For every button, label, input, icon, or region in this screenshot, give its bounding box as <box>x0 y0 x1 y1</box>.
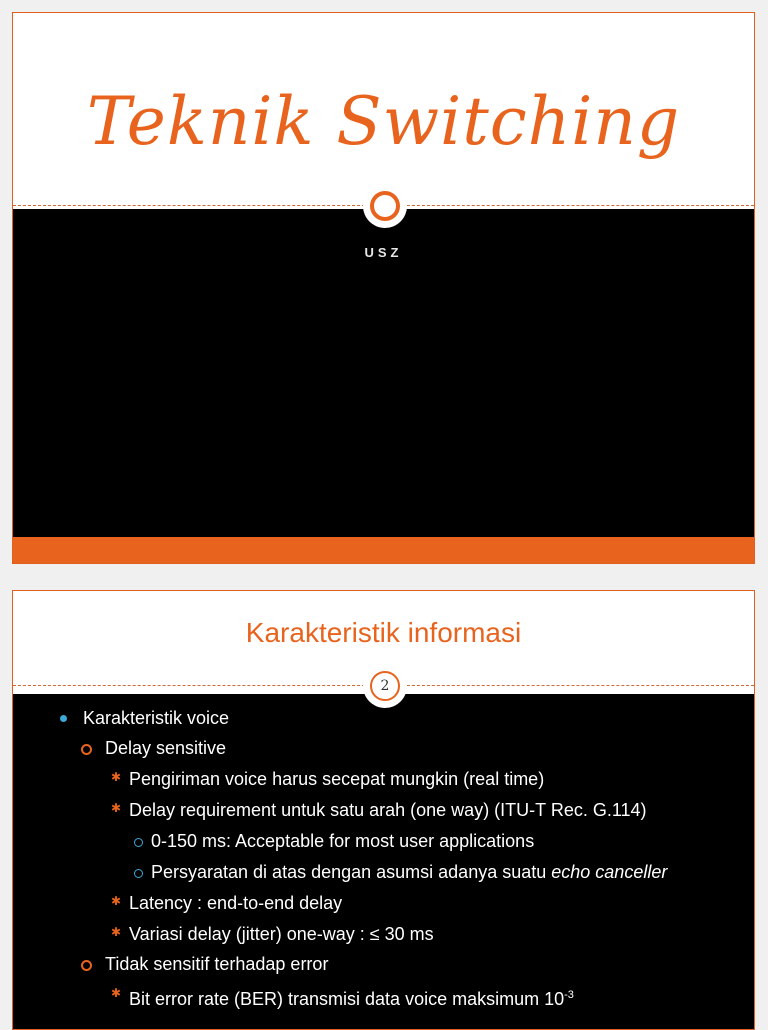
bullet-star-icon: ✱ <box>111 925 122 939</box>
list-item: Delay requirement untuk satu arah (one way) (ITU-T Rec. G.114) <box>129 800 647 820</box>
bullet-ring-icon <box>134 869 143 878</box>
page-number: 2 <box>370 671 400 701</box>
list-item: Tidak sensitif terhadap error <box>105 954 329 974</box>
title-slide <box>12 12 755 564</box>
list-item: Bit error rate (BER) transmisi data voice maksimum $10^{-3}$ <box>129 989 574 1009</box>
list-item: Latency : end-to-end delay <box>129 893 343 913</box>
list-item: Persyaratan di atas dengan asumsi adanya suatu echo canceller <box>151 862 668 882</box>
bullet-star-icon: ✱ <box>111 986 122 1000</box>
content-slide <box>12 590 755 1030</box>
list-item: Pengiriman voice harus secepat mungkin (real time) <box>129 769 545 789</box>
slide-title: Teknik Switching <box>86 83 681 160</box>
bullet-star-icon: ✱ <box>111 894 122 908</box>
list-item: Delay sensitive <box>105 738 227 758</box>
slide-subtitle: USZ <box>364 245 403 260</box>
bullet-dot-icon <box>60 715 67 722</box>
page-number-badge <box>363 664 407 708</box>
bullet-star-icon: ✱ <box>111 770 122 784</box>
accent-bar <box>13 537 754 563</box>
slide-title: Karakteristik informasi <box>245 617 522 648</box>
bullet-star-icon: ✱ <box>111 801 122 815</box>
circle-ornament-icon <box>363 184 407 228</box>
list-item: Variasi delay (jitter) one-way : ≤ 30 ms <box>129 924 434 944</box>
bullet-ring-icon <box>134 838 143 847</box>
list-item: Karakteristik voice <box>83 708 230 728</box>
list-item: 0-150 ms: Acceptable for most user applications <box>151 831 535 851</box>
bullet-circle-icon <box>81 960 92 971</box>
bullet-circle-icon <box>81 744 92 755</box>
